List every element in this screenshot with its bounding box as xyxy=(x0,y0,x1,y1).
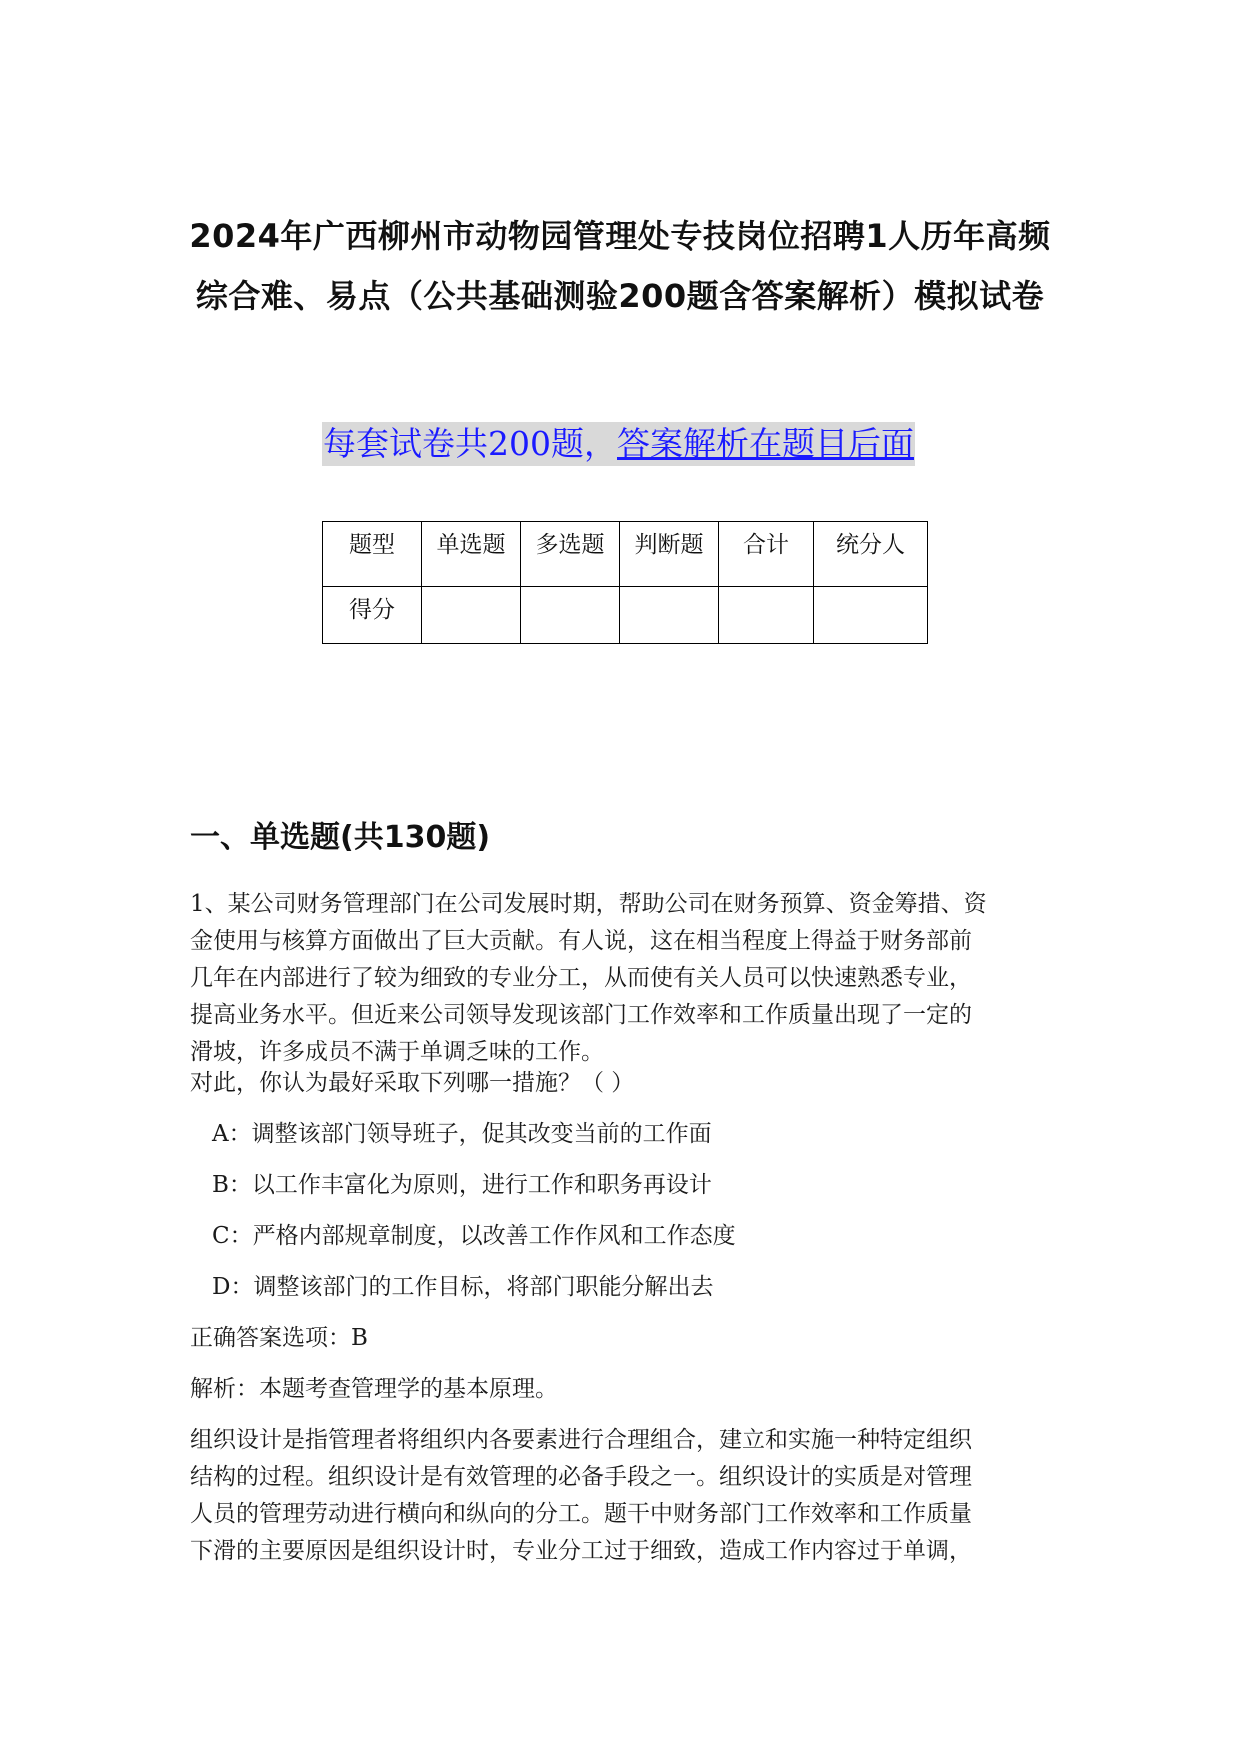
answers-link[interactable]: 答案解析在题目后面 xyxy=(617,424,914,463)
option-d: D：调整该部门的工作目标，将部门职能分解出去 xyxy=(212,1274,714,1300)
section-heading: 一、单选题(共130题) xyxy=(190,820,491,855)
score-cell-total[interactable] xyxy=(719,587,814,644)
analysis-line: 人员的管理劳动进行横向和纵向的分工。题干中财务部门工作效率和工作质量 xyxy=(190,1501,972,1527)
header-cell-single-choice: 单选题 xyxy=(422,522,521,587)
question-stem-line: 金使用与核算方面做出了巨大贡献。有人说，这在相当程度上得益于财务部前 xyxy=(190,928,972,954)
score-table xyxy=(322,521,928,644)
option-c: C：严格内部规章制度，以改善工作作风和工作态度 xyxy=(212,1223,736,1249)
question-stem-line: 滑坡，许多成员不满于单调乏味的工作。 xyxy=(190,1039,604,1065)
header-cell-type: 题型 xyxy=(323,522,422,587)
score-cell-single-choice[interactable] xyxy=(422,587,521,644)
banner-text: 每套试卷共200题， xyxy=(323,424,617,463)
analysis-line: 下滑的主要原因是组织设计时，专业分工过于细致，造成工作内容过于单调， xyxy=(190,1538,972,1564)
score-table-score-row xyxy=(323,587,928,644)
header-cell-multiple-choice: 多选题 xyxy=(521,522,620,587)
header-cell-total: 合计 xyxy=(719,522,814,587)
header-cell-scorer: 统分人 xyxy=(814,522,928,587)
title-line-2: 综合难、易点（公共基础测验200题含答案解析）模拟试卷 xyxy=(195,277,1045,315)
question-stem-line: 1、某公司财务管理部门在公司发展时期，帮助公司在财务预算、资金筹措、资 xyxy=(190,891,987,917)
score-cell-true-false[interactable] xyxy=(620,587,719,644)
question-stem-line: 几年在内部进行了较为细致的专业分工，从而使有关人员可以快速熟悉专业， xyxy=(190,965,972,991)
instructions-banner xyxy=(322,422,915,466)
title-line-1: 2024年广西柳州市动物园管理处专技岗位招聘1人历年高频 xyxy=(189,217,1051,255)
question-stem xyxy=(190,886,1060,1071)
score-table-header-row xyxy=(323,522,928,587)
question-prompt: 对此，你认为最好采取下列哪一措施？（ ） xyxy=(190,1070,635,1096)
option-b: B：以工作丰富化为原则，进行工作和职务再设计 xyxy=(212,1172,712,1198)
score-row-label: 得分 xyxy=(323,587,422,644)
analysis-line: 结构的过程。组织设计是有效管理的必备手段之一。组织设计的实质是对管理 xyxy=(190,1464,972,1490)
header-cell-true-false: 判断题 xyxy=(620,522,719,587)
analysis-line: 组织设计是指管理者将组织内各要素进行合理组合，建立和实施一种特定组织 xyxy=(190,1427,972,1453)
analysis-body xyxy=(190,1422,1060,1570)
score-cell-scorer[interactable] xyxy=(814,587,928,644)
document-title xyxy=(120,206,1120,326)
option-a: A：调整该部门领导班子，促其改变当前的工作面 xyxy=(212,1121,712,1147)
correct-answer: 正确答案选项：B xyxy=(190,1325,368,1351)
analysis-intro: 解析：本题考查管理学的基本原理。 xyxy=(190,1376,558,1402)
question-stem-line: 提高业务水平。但近来公司领导发现该部门工作效率和工作质量出现了一定的 xyxy=(190,1002,972,1028)
score-cell-multiple-choice[interactable] xyxy=(521,587,620,644)
